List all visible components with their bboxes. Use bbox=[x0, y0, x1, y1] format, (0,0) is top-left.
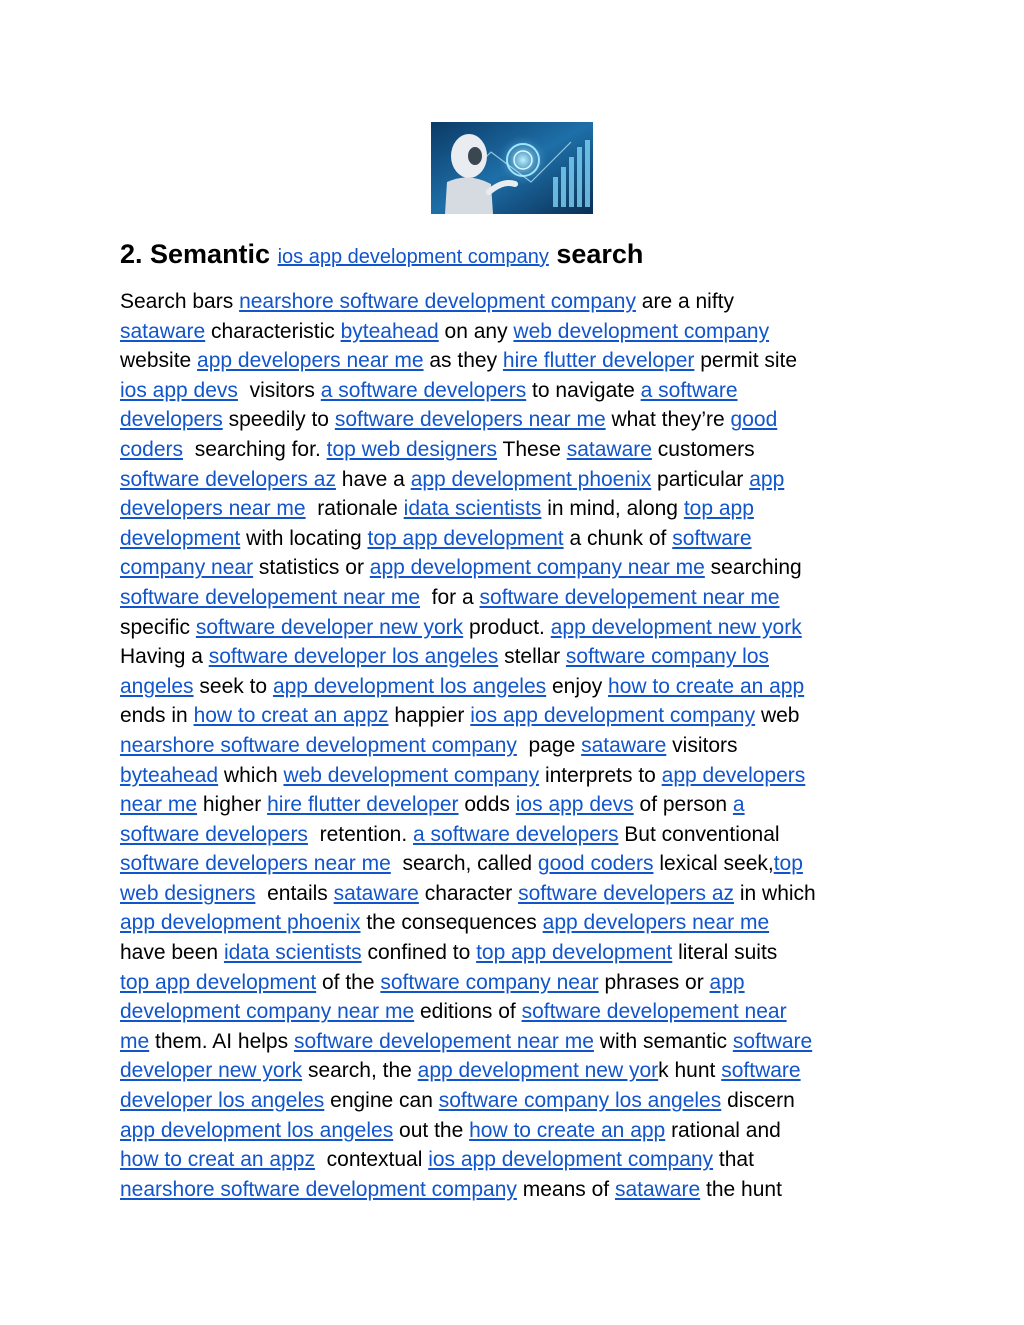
paragraph-line bbox=[120, 1086, 910, 1116]
inline-text: have been bbox=[120, 941, 224, 965]
inline-text: means of bbox=[516, 1177, 615, 1201]
inline-link[interactable]: software bbox=[721, 1059, 801, 1083]
section-heading bbox=[120, 236, 920, 275]
paragraph-line bbox=[120, 938, 910, 968]
inline-link[interactable]: app bbox=[749, 467, 785, 491]
inline-text: enjoy bbox=[546, 674, 609, 698]
paragraph-line bbox=[120, 642, 910, 672]
inline-text: retention. bbox=[307, 822, 413, 846]
inline-link[interactable]: sataware bbox=[614, 1177, 701, 1201]
inline-text: higher bbox=[197, 793, 268, 817]
inline-link[interactable]: ios app devs bbox=[120, 378, 238, 402]
inline-link[interactable]: good bbox=[730, 408, 778, 432]
inline-link[interactable]: coders bbox=[120, 437, 184, 461]
paragraph-line bbox=[120, 317, 910, 347]
paragraph-line bbox=[120, 820, 910, 850]
inline-link[interactable]: top app development bbox=[120, 970, 317, 994]
inline-link[interactable]: software developers near me bbox=[334, 408, 606, 432]
inline-text: entails bbox=[255, 881, 334, 905]
inline-link[interactable]: a bbox=[732, 793, 745, 817]
inline-text: confined to bbox=[361, 941, 477, 965]
inline-text: rational and bbox=[665, 1118, 781, 1142]
inline-text: rationale bbox=[305, 497, 404, 521]
inline-link[interactable]: app development phoenix bbox=[120, 911, 361, 935]
inline-link[interactable]: development company near me bbox=[120, 1000, 415, 1024]
inline-link[interactable]: me bbox=[120, 1029, 150, 1053]
heading-suffix: search bbox=[548, 239, 644, 269]
inline-text: in mind, along bbox=[541, 497, 684, 521]
inline-text: stellar bbox=[498, 645, 566, 669]
inline-link[interactable]: how to create an app bbox=[608, 674, 805, 698]
inline-text: Having a bbox=[120, 645, 209, 669]
paragraph-line bbox=[120, 701, 910, 731]
inline-text: in which bbox=[734, 881, 816, 905]
inline-text: web bbox=[755, 704, 800, 728]
paragraph-line bbox=[120, 790, 910, 820]
inline-link[interactable]: top app development bbox=[367, 526, 564, 550]
paragraph-line bbox=[120, 494, 910, 524]
inline-link[interactable]: byteahead bbox=[120, 763, 219, 787]
inline-text: product. bbox=[463, 615, 551, 639]
inline-link[interactable]: a software developers bbox=[320, 378, 527, 402]
inline-text: literal suits bbox=[672, 941, 778, 965]
inline-link[interactable]: developers bbox=[120, 408, 223, 432]
inline-text: searching bbox=[704, 556, 802, 580]
inline-link[interactable]: web development company bbox=[513, 319, 770, 343]
paragraph-line bbox=[120, 583, 910, 613]
inline-link[interactable]: app bbox=[709, 970, 745, 994]
inline-text: k hunt bbox=[658, 1059, 722, 1083]
inline-link[interactable]: hire flutter developer bbox=[502, 349, 695, 373]
inline-link[interactable]: a software bbox=[640, 378, 738, 402]
inline-link[interactable]: sataware bbox=[333, 881, 419, 905]
inline-text: are a nifty bbox=[635, 290, 735, 313]
inline-text: phrases or bbox=[598, 970, 710, 994]
inline-link[interactable]: development bbox=[120, 526, 241, 550]
inline-text: page bbox=[516, 733, 582, 757]
inline-text: out the bbox=[393, 1118, 470, 1142]
inline-link[interactable]: app development los angeles bbox=[120, 1118, 394, 1142]
inline-text: of person bbox=[633, 793, 733, 817]
inline-text: searching for. bbox=[183, 437, 327, 461]
inline-link[interactable]: app development new yor bbox=[417, 1059, 659, 1083]
paragraph-line bbox=[120, 1116, 910, 1146]
inline-text: lexical seek, bbox=[653, 852, 774, 876]
inline-link[interactable]: software bbox=[732, 1029, 813, 1053]
inline-link[interactable]: near me bbox=[120, 793, 198, 817]
inline-link[interactable]: app development los angeles bbox=[272, 674, 547, 698]
inline-text: visitors bbox=[666, 733, 738, 757]
inline-link[interactable]: developer new york bbox=[120, 1059, 303, 1083]
inline-text: to navigate bbox=[526, 378, 641, 402]
paragraph-line bbox=[120, 405, 910, 435]
inline-text: the consequences bbox=[360, 911, 543, 935]
paragraph-line bbox=[120, 1175, 910, 1205]
inline-link[interactable]: sataware bbox=[581, 733, 667, 757]
paragraph-line bbox=[120, 968, 910, 998]
inline-link[interactable]: top app development bbox=[476, 941, 673, 965]
inline-link[interactable]: web designers bbox=[120, 881, 256, 905]
heading-link[interactable]: ios app development company bbox=[277, 246, 549, 268]
heading-prefix: 2. Semantic bbox=[120, 239, 278, 269]
inline-text: for a bbox=[420, 585, 480, 609]
inline-link[interactable]: app development phoenix bbox=[410, 467, 652, 491]
inline-text: Search bars bbox=[120, 290, 240, 313]
inline-link[interactable]: app development new york bbox=[550, 615, 802, 639]
paragraph-line bbox=[120, 997, 910, 1027]
paragraph-line bbox=[120, 376, 910, 406]
inline-text: what they’re bbox=[605, 408, 731, 432]
paragraph-line bbox=[120, 1145, 910, 1175]
paragraph-line bbox=[120, 879, 910, 909]
inline-text: search, called bbox=[390, 852, 538, 876]
inline-link[interactable]: software developers near me bbox=[120, 852, 391, 876]
inline-text: customers bbox=[651, 437, 755, 461]
paragraph-line bbox=[120, 1056, 910, 1086]
inline-link[interactable]: how to creat an appz bbox=[120, 1148, 315, 1172]
inline-text: interprets to bbox=[539, 763, 662, 787]
paragraph-line bbox=[120, 731, 910, 761]
inline-link[interactable]: software developement near me bbox=[293, 1029, 594, 1053]
inline-text: These bbox=[497, 437, 567, 461]
inline-link[interactable]: software developer new york bbox=[195, 615, 464, 639]
inline-text: as they bbox=[423, 349, 503, 373]
inline-link[interactable]: developers near me bbox=[120, 497, 306, 521]
inline-link[interactable]: software company near bbox=[380, 970, 599, 994]
inline-link[interactable]: software developers az bbox=[120, 467, 336, 491]
inline-link[interactable]: software company los angeles bbox=[438, 1089, 722, 1113]
paragraph-line bbox=[120, 908, 910, 938]
inline-text: which bbox=[218, 763, 284, 787]
inline-link[interactable]: nearshore software development company bbox=[239, 290, 636, 313]
inline-link[interactable]: software developement near me bbox=[479, 585, 780, 609]
inline-link[interactable]: web development company bbox=[283, 763, 540, 787]
inline-link[interactable]: top bbox=[773, 852, 803, 876]
inline-link[interactable]: good coders bbox=[537, 852, 654, 876]
inline-link[interactable]: nearshore software development company bbox=[120, 1177, 517, 1201]
inline-text: with locating bbox=[240, 526, 368, 550]
inline-link[interactable]: hire flutter developer bbox=[267, 793, 459, 817]
inline-text: editions of bbox=[414, 1000, 522, 1024]
inline-text: permit site bbox=[694, 349, 798, 373]
inline-text: statistics or bbox=[253, 556, 370, 580]
inline-text: happier bbox=[388, 704, 471, 728]
hero-image bbox=[431, 122, 593, 214]
inline-text: the hunt bbox=[700, 1177, 782, 1201]
inline-link[interactable]: developer los angeles bbox=[120, 1089, 325, 1113]
inline-link[interactable]: how to creat an appz bbox=[193, 704, 389, 728]
paragraph-line bbox=[120, 346, 910, 376]
inline-link[interactable]: top web designers bbox=[326, 437, 498, 461]
inline-link[interactable]: software developers bbox=[120, 822, 308, 846]
paragraph-line bbox=[120, 287, 910, 317]
inline-link[interactable]: angeles bbox=[120, 674, 194, 698]
inline-text: specific bbox=[120, 615, 196, 639]
inline-text: search, the bbox=[302, 1059, 418, 1083]
inline-link[interactable]: software bbox=[672, 526, 752, 550]
paragraph-line bbox=[120, 465, 910, 495]
paragraph-line bbox=[120, 672, 910, 702]
inline-text: seek to bbox=[193, 674, 273, 698]
paragraph-line bbox=[120, 849, 910, 879]
paragraph-line bbox=[120, 435, 910, 465]
inline-link[interactable]: software developement near me bbox=[120, 585, 420, 609]
inline-text: engine can bbox=[324, 1089, 439, 1113]
inline-link[interactable]: software developer los angeles bbox=[208, 645, 499, 669]
inline-link[interactable]: software developement near bbox=[521, 1000, 787, 1024]
inline-link[interactable]: software company los bbox=[565, 645, 770, 669]
inline-link[interactable]: app developers near me bbox=[542, 911, 770, 935]
inline-text: character bbox=[418, 881, 519, 905]
paragraph-line bbox=[120, 1027, 910, 1057]
inline-link[interactable]: app developers near me bbox=[197, 349, 424, 373]
inline-text: of the bbox=[316, 970, 381, 994]
inline-text: website bbox=[120, 349, 198, 373]
inline-link[interactable]: app developers bbox=[661, 763, 806, 787]
inline-text: with semantic bbox=[593, 1029, 733, 1053]
inline-link[interactable]: byteahead bbox=[340, 319, 439, 343]
inline-link[interactable]: top app bbox=[683, 497, 754, 521]
inline-text: odds bbox=[458, 793, 516, 817]
inline-link[interactable]: app development company near me bbox=[369, 556, 705, 580]
inline-text: have a bbox=[335, 467, 411, 491]
inline-text: on any bbox=[438, 319, 514, 343]
inline-link[interactable]: ios app devs bbox=[515, 793, 634, 817]
inline-link[interactable]: nearshore software development company bbox=[120, 733, 517, 757]
paragraph-line bbox=[120, 553, 910, 583]
inline-text: visitors bbox=[237, 378, 321, 402]
paragraph-line bbox=[120, 761, 910, 791]
inline-link[interactable]: sataware bbox=[566, 437, 652, 461]
paragraph-line bbox=[120, 613, 910, 643]
inline-text: speedily to bbox=[222, 408, 335, 432]
inline-link[interactable]: company near bbox=[120, 556, 254, 580]
paragraph-line bbox=[120, 524, 910, 554]
inline-link[interactable]: idata scientists bbox=[403, 497, 542, 521]
inline-link[interactable]: how to create an app bbox=[469, 1118, 666, 1142]
inline-text: ends in bbox=[120, 704, 194, 728]
inline-text: them. AI helps bbox=[149, 1029, 294, 1053]
inline-text: contextual bbox=[314, 1148, 429, 1172]
inline-text: that bbox=[713, 1148, 754, 1172]
inline-text: particular bbox=[651, 467, 750, 491]
inline-text: discern bbox=[721, 1089, 795, 1113]
inline-link[interactable]: software developers az bbox=[518, 881, 735, 905]
inline-link[interactable]: idata scientists bbox=[223, 941, 362, 965]
body-paragraph bbox=[120, 287, 910, 1204]
inline-link[interactable]: a software developers bbox=[413, 822, 619, 846]
inline-text: But conventional bbox=[618, 822, 780, 846]
inline-link[interactable]: ios app development company bbox=[470, 704, 756, 728]
inline-link[interactable]: sataware bbox=[120, 319, 206, 343]
inline-text: a chunk of bbox=[563, 526, 673, 550]
inline-link[interactable]: ios app development company bbox=[428, 1148, 714, 1172]
inline-text: characteristic bbox=[205, 319, 341, 343]
